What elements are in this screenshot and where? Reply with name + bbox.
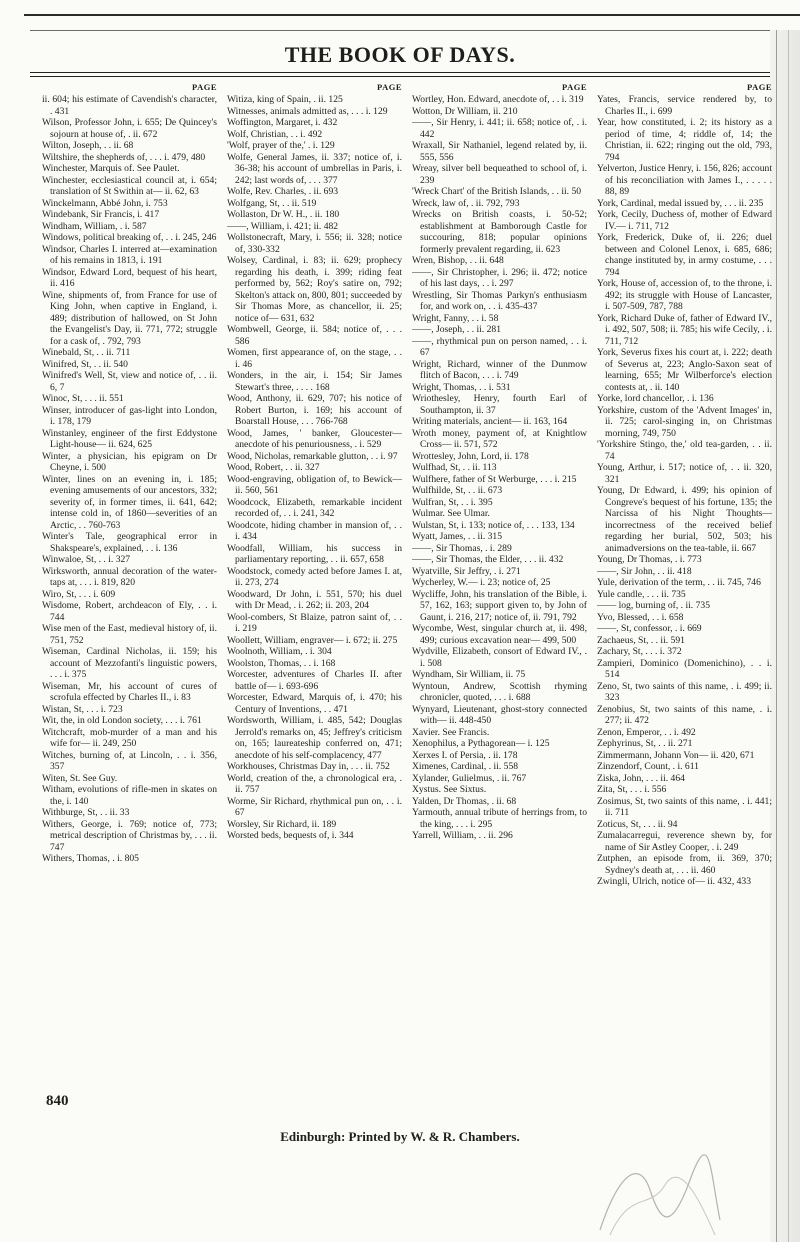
index-entry: Writing materials, ancient— ii. 163, 164 (412, 416, 568, 427)
index-entry: ——, St, confessor, . i. 669 (597, 623, 702, 634)
index-entry: Winebald, St, . . ii. 711 (42, 347, 131, 358)
index-entry: Winter's Tale, geographical error in Shakspeare's, explained, . . i. 136 (42, 531, 217, 554)
fore-edge-line-2 (788, 30, 789, 1242)
index-entry: Wisdome, Robert, archdeacon of Ely, . . i. 744 (42, 600, 217, 623)
index-entry: Yule, derivation of the term, . . ii. 745, 746 (597, 577, 761, 588)
index-entry: ii. 604; his estimate of Cavendish's character, . 431 (42, 94, 217, 117)
index-entry: Wreay, silver bell bequeathed to school of, i. 239 (412, 163, 587, 186)
index-entry: Witchcraft, mob-murder of a man and his wife for— ii. 249, 250 (42, 726, 217, 749)
index-entry: Wulmar. See Ulmar. (412, 508, 490, 519)
index-entry: ——, Sir Thomas, the Elder, . . . ii. 432 (412, 554, 564, 565)
index-entry: 'Wolf, prayer of the,' . i. 129 (227, 140, 335, 151)
index-entry: Ziska, John, . . . ii. 464 (597, 772, 685, 784)
index-entry: Zimmermann, Johann Von— ii. 420, 671 (597, 749, 755, 761)
index-entry: Wine, shipments of, from France for use of King John, when captive in England, i. 489; distribution of hallowed, on St John the Evangelist's Day, ii. 771, 772; struggle for a cask of, . 792, 793 (42, 289, 217, 347)
index-entry: Windham, William, . i. 587 (42, 220, 147, 232)
index-entry: York, Cecily, Duchess of, mother of Edward IV.— i. 711, 712 (597, 209, 772, 232)
index-entry: Witnesses, animals admitted as, . . . i. 129 (227, 105, 388, 117)
index-entry: Wit, the, in old London society, . . . i. 761 (42, 715, 202, 726)
index-entry: Worsted beds, bequests of, i. 344 (227, 830, 354, 841)
column-entries (42, 94, 217, 865)
index-entry: Woodfall, William, his success in parliamentary reporting, . . ii. 657, 658 (227, 542, 402, 565)
page-top-edge (24, 14, 800, 16)
index-entry: Xylander, Gulielmus, . ii. 767 (412, 772, 527, 784)
index-entry: Wren, Bishop, . . ii. 648 (412, 255, 504, 266)
index-entry: Yelverton, Justice Henry, i. 156, 826; account of his reconciliation with James I., . . . . . 88, 89 (597, 163, 772, 197)
index-entry: Wood, Robert, . . ii. 327 (227, 462, 320, 473)
index-entry: Wirksworth, annual decoration of the water-taps at, . . . i. 819, 820 (42, 565, 217, 588)
index-entry: Wiro, St, . . . i. 609 (42, 588, 116, 600)
index-entry: Wroth money, payment of, at Knightlow Cross— ii. 571, 572 (412, 427, 587, 450)
index-entry: Woodcock, Elizabeth, remarkable incident recorded of, . . i. 241, 342 (227, 496, 402, 519)
index-entry: ——, Sir John, . . ii. 418 (597, 565, 692, 577)
page-inner-edge (30, 30, 800, 31)
index-entry: Winoc, St, . . . ii. 551 (42, 393, 124, 404)
index-entry: Withburge, St, . . ii. 33 (42, 807, 130, 818)
index-entry: Zenon, Emperor, . . i. 492 (597, 726, 696, 738)
index-entry: Wulfran, St, . . i. 395 (412, 496, 493, 508)
index-entry: Woodstock, comedy acted before James I. at, ii. 273, 274 (227, 565, 402, 588)
index-entry: Wright, Fanny, . . i. 58 (412, 312, 499, 324)
index-entry: Yule candle, . . . ii. 735 (597, 588, 686, 600)
index-entry: Winifred's Well, St, view and notice of, . . ii. 6, 7 (42, 370, 217, 393)
index-entry: 'Yorkshire Stingo, the,' old tea-garden, . . ii. 74 (597, 439, 772, 462)
index-entry: 'Wreck Chart' of the British Islands, . . ii. 50 (412, 186, 582, 197)
index-entry: Witham, evolutions of rifle-men in skates on the, i. 140 (42, 784, 217, 807)
column-header: PAGE (562, 82, 587, 92)
index-columns (42, 82, 772, 1102)
index-entry: Yarrell, William, . . ii. 296 (412, 830, 513, 841)
index-entry: Women, first appearance of, on the stage, . . i. 46 (227, 347, 402, 370)
index-entry: Windebank, Sir Francis, i. 417 (42, 209, 160, 220)
index-entry: Zampieri, Dominico (Domenichino), . . i. 514 (597, 657, 772, 680)
index-entry: Zwingli, Ulrich, notice of— ii. 432, 433 (597, 876, 752, 887)
index-entry: Wyatt, James, . . ii. 315 (412, 531, 503, 542)
index-entry: ——, Joseph, . . ii. 281 (412, 324, 502, 335)
header-rule (30, 72, 770, 73)
index-entry: Yorkshire, custom of the 'Advent Images' in, ii. 725; carol-singing in, on Christmas morning, 749, 750 (597, 404, 772, 439)
index-entry: Wolf, Christian, . . i. 492 (227, 128, 323, 140)
index-entry: Zinzendorf, Count, . i. 611 (597, 761, 699, 772)
index-entry: Yorke, lord chancellor, . i. 136 (597, 393, 714, 404)
index-entry: Wycliffe, John, his translation of the Bible, i. 57, 162, 163; support given to, by John of Gaunt, i. 216, 217; notice of, ii. 791, 792 (412, 588, 587, 623)
index-entry: Woollett, William, engraver— i. 672; ii. 275 (227, 634, 398, 646)
index-entry: Wreck, law of, . ii. 792, 793 (412, 197, 520, 209)
index-entry: Wiseman, Cardinal Nicholas, ii. 159; his account of Mezzofanti's linguistic powers, . . . i. 375 (42, 646, 217, 680)
index-entry: Wiseman, Mr, his account of cures of scrofula effected by Charles II., i. 83 (42, 680, 217, 703)
index-entry: Wolfe, Rev. Charles, . ii. 693 (227, 186, 339, 197)
index-entry: Wollaston, Dr W. H., . ii. 180 (227, 209, 340, 220)
index-entry: Zumalacarregui, reverence shewn by, for name of Sir Astley Cooper, . i. 249 (597, 830, 772, 853)
index-entry: Windsor, Edward Lord, bequest of his heart, ii. 416 (42, 266, 217, 289)
index-entry: Xenophilus, a Pythagorean— i. 125 (412, 738, 550, 749)
column-entries (412, 94, 587, 842)
index-entry: Zita, St, . . . i. 556 (597, 784, 667, 795)
index-entry: Wilson, Professor John, i. 655; De Quincey's sojourn at house of, . ii. 672 (42, 117, 217, 140)
index-entry: ——, William, i. 421; ii. 482 (227, 220, 339, 232)
index-entry: Wyndham, Sir William, ii. 75 (412, 669, 526, 680)
index-entry: Woodcote, hiding chamber in mansion of, . . i. 434 (227, 519, 402, 542)
column-entries (597, 94, 772, 888)
index-entry: Wrottesley, John, Lord, ii. 178 (412, 450, 529, 462)
index-entry: Wonders, in the air, i. 154; Sir James Stewart's three, . . . . 168 (227, 370, 402, 393)
page-number: 840 (46, 1093, 69, 1109)
index-entry: Witen, St. See Guy. (42, 772, 118, 784)
index-entry: Worcester, Edward, Marquis of, i. 470; his Century of Inventions, . . 471 (227, 692, 402, 715)
index-column-1 (42, 82, 217, 1102)
index-entry: Windows, political breaking of, . . i. 245, 246 (42, 232, 217, 243)
index-entry: Woolston, Thomas, . . i. 168 (227, 657, 336, 669)
index-entry: Wycherley, W.— i. 23; notice of, 25 (412, 577, 551, 588)
index-entry: Worcester, adventures of Charles II. after battle of— i. 693-696 (227, 669, 402, 692)
index-entry: Xerxes I. of Persia, . ii. 178 (412, 749, 518, 761)
index-entry: Yates, Francis, service rendered by, to Charles II., i. 699 (597, 94, 772, 117)
index-entry: Wyatville, Sir Jeffry, . i. 271 (412, 565, 521, 577)
index-entry: York, House of, accession of, to the throne, i. 492; its struggle with House of Lancaster, i. 507-509, 787, 788 (597, 278, 772, 312)
index-entry: Woffington, Margaret, i. 432 (227, 117, 338, 128)
index-entry: York, Severus fixes his court at, i. 222; death of Severus at, 223; Anglo-Saxon seat of learning, 655; Mr Wilberforce's election contests at, . ii. 140 (597, 347, 772, 393)
index-entry: Wood, Nicholas, remarkable glutton, . . i. 97 (227, 450, 398, 462)
index-entry: Wrecks on British coasts, i. 50-52; establishment at Bamborough Castle for succouring, 818; popular opinions formerly prevalent regarding, ii. 623 (412, 209, 587, 255)
index-entry: Zutphen, an episode from, ii. 369, 370; Sydney's death at, . . . ii. 460 (597, 853, 772, 876)
index-entry: Workhouses, Christmas Day in, . . . ii. 752 (227, 761, 390, 772)
index-entry: Wool-combers, St Blaize, patron saint of, . . i. 219 (227, 611, 402, 634)
book-fore-edge (770, 30, 800, 1242)
index-entry: Wombwell, George, ii. 584; notice of, . . . 586 (227, 324, 402, 347)
index-entry: Wood, James, ' banker, Gloucester—anecdote of his penuriousness, . i. 529 (227, 427, 402, 450)
index-entry: Winter, a physician, his epigram on Dr Cheyne, i. 500 (42, 450, 217, 473)
index-entry: Zosimus, St, two saints of this name, . i. 441; ii. 711 (597, 795, 772, 818)
index-entry: York, Frederick, Duke of, ii. 226; duel between and Colonel Lenox, i. 685, 686; change instituted by, in army costume, . . . 794 (597, 232, 772, 278)
index-entry: Wise men of the East, medieval history of, ii. 751, 752 (42, 623, 217, 646)
index-entry: Wrestling, Sir Thomas Parkyn's enthusiasm for, and work on, . . i. 435-437 (412, 289, 587, 312)
pencil-scribble (580, 1150, 730, 1240)
header-rule-2 (30, 76, 770, 77)
index-entry: Wulfhad, St, . . ii. 113 (412, 462, 497, 473)
index-entry: Wilton, Joseph, . . ii. 68 (42, 140, 134, 151)
index-entry: Wortley, Hon. Edward, anecdote of, . . i. 319 (412, 94, 584, 105)
index-column-3 (412, 82, 587, 1102)
index-entry: Withers, Thomas, . i. 805 (42, 853, 139, 864)
index-entry: Wolsey, Cardinal, i. 83; ii. 629; prophecy regarding his death, i. 399; riding feat performed by, 562; Roy's satire on, 792; Skelton's attack on, 800, 801; succeeded by Sir Thomas More, as chancellor, ii. 25; notice of— 631, 632 (227, 255, 402, 324)
index-entry: Wriothesley, Henry, fourth Earl of Southampton, ii. 37 (412, 393, 587, 416)
index-entry: Winwaloe, St, . . i. 327 (42, 554, 131, 565)
index-entry: Yvo, Blessed, . . i. 658 (597, 611, 684, 623)
index-entry: Woodward, Dr John, i. 551, 570; his duel with Dr Mead, . i. 262; ii. 203, 204 (227, 588, 402, 611)
index-entry: Yarmouth, annual tribute of herrings from, to the king, . . . i. 295 (412, 807, 587, 830)
running-head: THE BOOK OF DAYS. (284, 42, 516, 67)
index-entry: Zeno, St, two saints of this name, . i. 499; ii. 323 (597, 680, 772, 703)
index-entry: Witiza, king of Spain, . ii. 125 (227, 94, 343, 105)
index-entry: Wright, Thomas, . . i. 531 (412, 381, 511, 393)
index-entry: Young, Dr Thomas, . i. 773 (597, 554, 702, 565)
index-entry: Winckelmann, Abbé John, i. 753 (42, 197, 168, 209)
index-entry: Wolfgang, St, . . ii. 519 (227, 197, 317, 209)
index-entry: ——, Sir Henry, i. 441; ii. 658; notice of, . i. 442 (412, 117, 587, 140)
column-header: PAGE (377, 82, 402, 92)
index-entry: Winstanley, engineer of the first Eddystone Light-house— ii. 624, 625 (42, 427, 217, 450)
index-entry: Worsley, Sir Richard, ii. 189 (227, 818, 337, 830)
index-entry: Wollstonecraft, Mary, i. 556; ii. 328; notice of, 330-332 (227, 232, 402, 255)
index-entry: Windsor, Charles I. interred at—examination of his remains in 1813, i. 191 (42, 243, 217, 266)
index-entry: Wyntoun, Andrew, Scottish rhyming chronicler, quoted, . . . i. 688 (412, 680, 587, 703)
index-entry: Wordsworth, William, i. 485, 542; Douglas Jerrold's remarks on, 45; Jeffrey's criticism on, 165; laureateship conferred on, 471; anecdote of his self-complacency, 477 (227, 715, 402, 761)
index-entry: Wood-engraving, obligation of, to Bewick— ii. 560, 561 (227, 473, 402, 496)
index-entry: Wiltshire, the shepherds of, . . . i. 479, 480 (42, 151, 206, 163)
index-entry: Xavier. See Francis. (412, 726, 490, 738)
printer-imprint: Edinburgh: Printed by W. & R. Chambers. (280, 1129, 520, 1144)
index-entry: Zoticus, St, . . . ii. 94 (597, 818, 678, 830)
index-entry: ——, rhythmical pun on person named, . . i. 67 (412, 335, 587, 358)
index-entry: Winter, lines on an evening in, i. 185; evening amusements of our ancestors, 332; severity of, in former times, ii. 641, 642; intense cold in, of 1860—severities of an Arctic, . . 760-763 (42, 473, 217, 531)
index-entry: Witches, burning of, at Lincoln, . . i. 356, 357 (42, 749, 217, 772)
index-entry: Young, Dr Edward, i. 499; his opinion of Congreve's bequest of his fortune, 135; the Narcissa of his Night Thoughts—incorrectness of the received belief regarding her burial, 502, 503; his animadversions on the tea-table, ii. 667 (597, 485, 772, 554)
index-entry: Wistan, St, . . . i. 723 (42, 703, 123, 715)
index-column-2 (227, 82, 402, 1102)
index-entry: Winchester, Marquis of. See Paulet. (42, 163, 180, 174)
index-entry: ——, Sir Thomas, . i. 289 (412, 542, 512, 554)
index-entry: ——, Sir Christopher, i. 296; ii. 472; notice of his last days, . . i. 297 (412, 266, 587, 289)
index-entry: Zachaeus, St, . . ii. 591 (597, 634, 685, 646)
column-header: PAGE (747, 82, 772, 92)
index-entry: Wydville, Elizabeth, consort of Edward IV., . i. 508 (412, 646, 587, 669)
index-entry: Zachary, St, . . . i. 372 (597, 646, 682, 657)
index-entry: Wycombe, West, singular church at, ii. 498, 499; curious excavation near— 499, 500 (412, 623, 587, 646)
index-entry: —— log, burning of, . ii. 735 (597, 600, 710, 611)
index-entry: Wolfe, General James, ii. 337; notice of, i. 36-38; his account of umbrellas in Paris, i. 242; last words of, . . . 377 (227, 151, 402, 186)
fore-edge-line (776, 30, 777, 1242)
index-entry: York, Cardinal, medal issued by, . . . ii. 235 (597, 197, 764, 209)
index-entry: Year, how constituted, i. 2; its history as a period of time, 4; riddle of, 14; the Christian, ii. 622; ringing out the old, 793, 794 (597, 117, 772, 163)
index-entry: Ximenes, Cardinal, . ii. 558 (412, 761, 519, 772)
index-entry: Withers, George, i. 769; notice of, 773; metrical description of Christmas by, . . . ii. 747 (42, 818, 217, 853)
column-entries (227, 94, 402, 842)
index-entry: Wulfhilde, St, . . ii. 673 (412, 485, 503, 496)
index-entry: Xystus. See Sixtus. (412, 784, 487, 795)
index-entry: Winifred, St, . . ii. 540 (42, 358, 128, 370)
index-entry: Young, Arthur, i. 517; notice of, . . ii. 320, 321 (597, 462, 772, 485)
index-entry: Wright, Richard, winner of the Dunmow flitch of Bacon, . . . i. 749 (412, 358, 587, 381)
index-entry: Wraxall, Sir Nathaniel, legend related by, ii. 555, 556 (412, 140, 587, 163)
index-entry: World, creation of the, a chronological era, . ii. 757 (227, 772, 402, 795)
index-entry: Wulfhere, father of St Werburge, . . . i. 215 (412, 473, 577, 485)
index-entry: Wood, Anthony, ii. 629, 707; his notice of Robert Burton, i. 169; his account of Boarstall House, . . . 766-768 (227, 393, 402, 427)
index-entry: Wynyard, Lieutenant, ghost-story connected with— ii. 448-450 (412, 703, 587, 726)
index-entry: Wulstan, St, i. 133; notice of, . . . 133, 134 (412, 519, 575, 531)
column-header: PAGE (192, 82, 217, 92)
index-entry: Winchester, ecclesiastical council at, i. 654; translation of St Swithin at— ii. 62, 63 (42, 174, 217, 197)
index-column-4 (597, 82, 772, 1102)
index-entry: York, Richard Duke of, father of Edward IV., i. 492, 507, 508; ii. 785; his wife Cecily, . i. 711, 712 (597, 312, 772, 347)
index-entry: Yalden, Dr Thomas, . ii. 68 (412, 795, 517, 807)
index-entry: Zenobius, St, two saints of this name, . i. 277; ii. 472 (597, 703, 772, 726)
index-entry: Worme, Sir Richard, rhythmical pun on, . . i. 67 (227, 795, 402, 818)
index-entry: Zephyrinus, St, . . ii. 271 (597, 738, 693, 749)
index-entry: Woolnoth, William, . i. 304 (227, 646, 332, 657)
index-entry: Wotton, Dr William, ii. 210 (412, 105, 518, 117)
index-entry: Winser, introducer of gas-light into London, i. 178, 179 (42, 404, 217, 427)
